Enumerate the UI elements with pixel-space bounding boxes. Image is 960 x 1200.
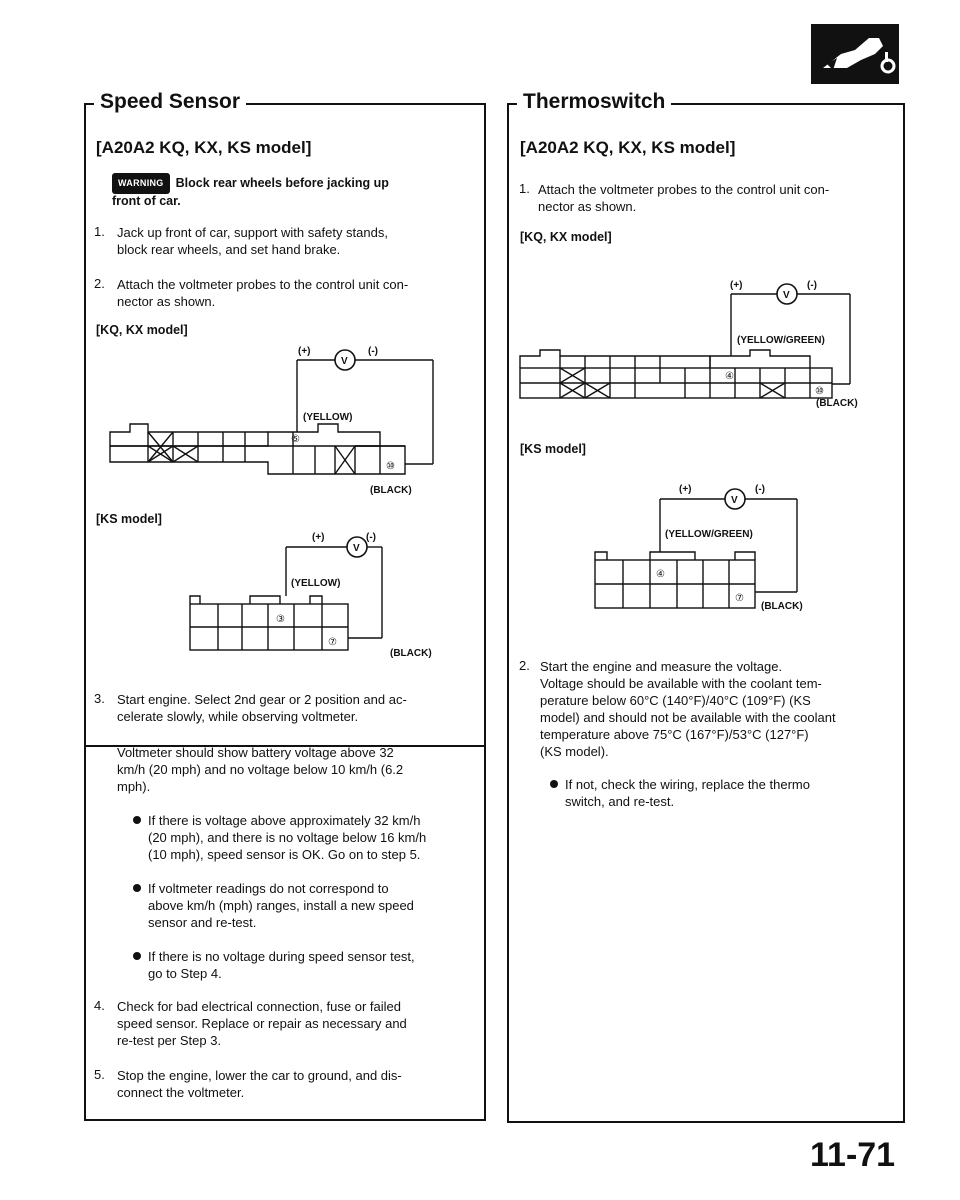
thermoswitch-ks-diagram	[585, 478, 835, 618]
warning-line-1: WARNING Block rear wheels before jacking up	[112, 173, 389, 194]
step-text: Voltage should be available with the coolant tem-	[540, 676, 822, 691]
step-text: perature below 60°C (140°F)/40°C (109°F) (KS	[540, 693, 811, 708]
svg-text:V: V	[783, 290, 790, 301]
thermoswitch-model-heading: [A20A2 KQ, KX, KS model]	[520, 138, 736, 157]
step-number: 1.	[94, 224, 105, 239]
step-text: Attach the voltmeter probes to the control unit con-	[538, 182, 830, 197]
ks-label: [KS model]	[520, 442, 586, 456]
plus-label: (+)	[312, 532, 325, 543]
speed-sensor-title: Speed Sensor	[94, 89, 246, 115]
pin-label: ⑦	[328, 637, 337, 648]
step-text: Check for bad electrical connection, fuse or failed	[117, 999, 401, 1014]
step-text: Start the engine and measure the voltage.	[540, 659, 783, 674]
step-text: Voltmeter should show battery voltage above 32	[117, 745, 394, 760]
wire-color-label: (YELLOW)	[303, 412, 353, 423]
bullet-text: switch, and re-test.	[565, 794, 675, 809]
pin-label: ④	[725, 371, 734, 382]
step-text: block rear wheels, and set hand brake.	[117, 242, 341, 257]
kq-kx-label: [KQ, KX model]	[96, 323, 188, 337]
bullet-text: (10 mph), speed sensor is OK. Go on to step 5.	[148, 847, 421, 862]
step-text: re-test per Step 3.	[117, 1033, 222, 1048]
step-number: 5.	[94, 1067, 105, 1082]
warning-line-2: front of car.	[112, 194, 181, 208]
plus-label: (+)	[679, 484, 692, 495]
pin-label: ⑤	[291, 434, 300, 445]
bullet-item: If there is voltage above approximately 32 km/h	[148, 813, 421, 828]
warning-badge: WARNING	[112, 173, 170, 194]
minus-label: (-)	[807, 280, 817, 291]
step-text: km/h (20 mph) and no voltage below 10 km/h (6.2	[117, 762, 404, 777]
speed-sensor-frame-full	[84, 103, 486, 1121]
kq-kx-label: [KQ, KX model]	[520, 230, 612, 244]
bullet-text: (20 mph), and there is no voltage below 16 km/h	[148, 830, 427, 845]
step-text: mph).	[117, 779, 151, 794]
step-number: 2.	[94, 276, 105, 291]
thermoswitch-kq-kx-diagram	[510, 272, 890, 412]
step-text: Attach the voltmeter probes to the control unit con-	[117, 277, 409, 292]
step-text: Stop the engine, lower the car to ground, and dis-	[117, 1068, 402, 1083]
minus-label: (-)	[366, 532, 376, 543]
page-number: 11-71	[810, 1136, 896, 1174]
pin-label: ⑦	[735, 593, 744, 604]
step-number: 1.	[519, 181, 530, 196]
step-text: nector as shown.	[538, 199, 637, 214]
minus-label: (-)	[368, 346, 378, 357]
plus-label: (+)	[730, 280, 743, 291]
engine-electrical-icon	[811, 24, 899, 84]
bullet-text: go to Step 4.	[148, 966, 222, 981]
step-text: connect the voltmeter.	[117, 1085, 245, 1100]
bullet-item: If there is no voltage during speed sensor test,	[148, 949, 415, 964]
ground-label: (BLACK)	[761, 601, 803, 612]
pin-label: ④	[656, 569, 665, 580]
step-number: 4.	[94, 998, 105, 1013]
ground-label: (BLACK)	[816, 398, 858, 409]
ks-label: [KS model]	[96, 512, 162, 526]
bullet-text: above km/h (mph) ranges, install a new speed	[148, 898, 414, 913]
minus-label: (-)	[755, 484, 765, 495]
svg-text:V: V	[731, 495, 738, 506]
pin-label: ⑩	[386, 461, 395, 472]
svg-text:V: V	[341, 356, 348, 367]
step-text: nector as shown.	[117, 294, 216, 309]
step-text: Start engine. Select 2nd gear or 2 position and ac-	[117, 692, 407, 707]
step-text: model) and should not be available with the coolant	[540, 710, 836, 725]
bullet-item: If not, check the wiring, replace the thermo	[565, 777, 810, 792]
step-text: Jack up front of car, support with safety stands,	[117, 225, 388, 240]
speed-sensor-model-heading: [A20A2 KQ, KX, KS model]	[96, 138, 312, 157]
thermoswitch-title: Thermoswitch	[517, 89, 671, 115]
connector	[595, 552, 755, 608]
step-text: speed sensor. Replace or repair as necessary and	[117, 1016, 407, 1031]
wire-color-label: (YELLOW/GREEN)	[737, 335, 825, 346]
wire-color-label: (YELLOW/GREEN)	[665, 529, 753, 540]
step-number: 2.	[519, 658, 530, 673]
step-number: 3.	[94, 691, 105, 706]
step-text: celerate slowly, while observing voltmeter.	[117, 709, 359, 724]
connector	[520, 350, 832, 398]
step-text: (KS model).	[540, 744, 609, 759]
svg-text:V: V	[353, 543, 360, 554]
ground-label: (BLACK)	[390, 648, 432, 659]
plus-label: (+)	[298, 346, 311, 357]
bullet-text: sensor and re-test.	[148, 915, 257, 930]
bullet-item: If voltmeter readings do not correspond to	[148, 881, 389, 896]
ground-label: (BLACK)	[370, 485, 412, 496]
pin-label: ⑩	[815, 386, 824, 397]
pin-label: ③	[276, 614, 285, 625]
step-text: temperature above 75°C (167°F)/53°C (127°F)	[540, 727, 809, 742]
wire-color-label: (YELLOW)	[291, 578, 341, 589]
